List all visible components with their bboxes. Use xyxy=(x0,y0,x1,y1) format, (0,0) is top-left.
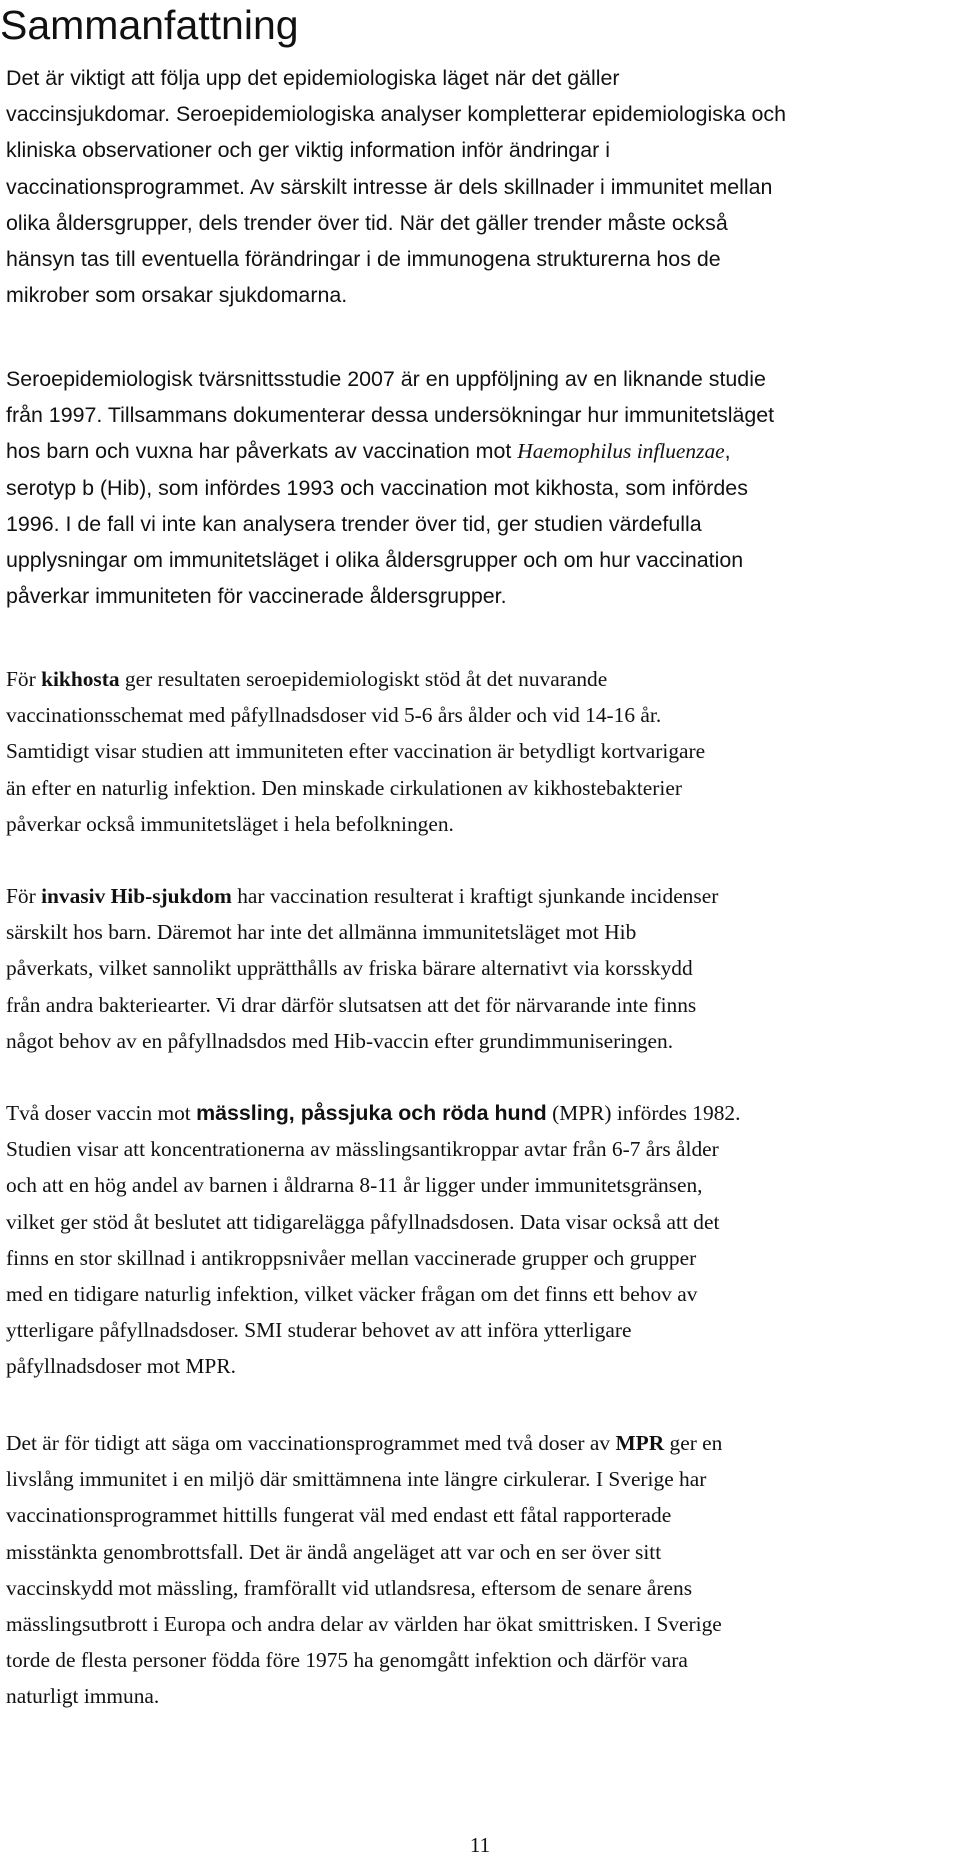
text-line: finns en stor skillnad i antikroppsnivåer mellan vaccinerade grupper och grupper xyxy=(6,1245,697,1270)
text-line: upplysningar om immunitetsläget i olika åldersgrupper och om hur vaccination xyxy=(6,548,744,573)
paragraph-conclusion xyxy=(6,1425,956,1715)
text-line: kliniska observationer och ger viktig information inför ändringar i xyxy=(6,138,610,163)
emphasis-haemophilus: Haemophilus influenzae xyxy=(517,439,725,464)
text-line: För kikhosta ger resultaten seroepidemiologiskt stöd åt det nuvarande xyxy=(6,667,608,691)
text-line: hos barn och vuxna har påverkats av vaccination mot Haemophilus influenzae, xyxy=(6,439,731,464)
text-line: För invasiv Hib-sjukdom har vaccination resulterat i kraftigt sjunkande incidenser xyxy=(6,884,719,908)
text-line: mässlingsutbrott i Europa och andra delar av världen har ökat smittrisken. I Sverige xyxy=(6,1612,722,1637)
text-line: 1996. I de fall vi inte kan analysera trender över tid, ger studien värdefulla xyxy=(6,511,702,536)
text-line: ytterligare påfyllnadsdoser. SMI studerar behovet av att införa ytterligare xyxy=(6,1318,632,1343)
text-line: Det är för tidigt att säga om vaccinationsprogrammet med två doser av MPR ger en xyxy=(6,1431,723,1455)
text-line: Studien visar att koncentrationerna av mässlingsantikroppar avtar från 6-7 års ålder xyxy=(6,1137,719,1162)
text-line: vaccinationsprogrammet hittills fungerat väl med endast ett fåtal rapporterade xyxy=(6,1503,672,1528)
text-line: torde de flesta personer födda före 1975 ha genomgått infektion och därför vara xyxy=(6,1648,688,1673)
page-title: Sammanfattning xyxy=(0,2,299,48)
text-line: från andra bakteriearter. Vi drar därför slutsatsen att det för närvarande inte finns xyxy=(6,992,697,1017)
text-line: med en tidigare naturlig infektion, vilket väcker frågan om det finns ett behov av xyxy=(6,1282,698,1307)
emphasis-mpr: MPR xyxy=(615,1431,665,1455)
text-line: än efter en naturlig infektion. Den minskade cirkulationen av kikhostebakterier xyxy=(6,775,682,800)
paragraph-hib xyxy=(6,878,956,1059)
text-line: Samtidigt visar studien att immuniteten efter vaccination är betydligt kortvarigare xyxy=(6,739,706,764)
text-line: vaccinsjukdomar. Seroepidemiologiska analyser kompletterar epidemiologiska och xyxy=(6,102,786,127)
text-line: livslång immunitet i en miljö där smittämnena inte längre cirkulerar. I Sverige har xyxy=(6,1467,707,1492)
paragraph-kikhosta xyxy=(6,661,956,842)
paragraph-mpr xyxy=(6,1095,956,1385)
text-line: Det är viktigt att följa upp det epidemiologiska läget när det gäller xyxy=(6,66,620,90)
paragraph-intro xyxy=(6,60,956,313)
text-line: naturligt immuna. xyxy=(6,1684,160,1709)
text-line: påverkats, vilket sannolikt upprätthålls av friska bärare alternativt via korsskydd xyxy=(6,956,693,981)
text-line: något behov av en påfyllnadsdos med Hib-vaccin efter grundimmuniseringen. xyxy=(6,1028,674,1053)
text-line: påverkar immuniteten för vaccinerade åldersgrupper. xyxy=(6,584,507,609)
text-line: vilket ger stöd åt beslutet att tidigarelägga påfyllnadsdosen. Data visar också att det xyxy=(6,1209,720,1234)
text-line: vaccinationsschemat med påfyllnadsdoser vid 5-6 års ålder och vid 14-16 år. xyxy=(6,703,662,728)
text-line: från 1997. Tillsammans dokumenterar dessa undersökningar hur immunitetsläget xyxy=(6,403,775,428)
text-line: vaccinskydd mot mässling, framförallt vid utlandsresa, eftersom de senare årens xyxy=(6,1575,693,1600)
emphasis-hib: invasiv Hib-sjukdom xyxy=(41,884,232,908)
emphasis-kikhosta: kikhosta xyxy=(41,667,120,691)
text-line: påverkar också immunitetsläget i hela befolkningen. xyxy=(6,811,454,836)
text-line: och att en hög andel av barnen i åldrarna 8-11 år ligger under immunitetsgränsen, xyxy=(6,1173,703,1198)
emphasis-mpr-diseases: mässling, påssjuka och röda hund xyxy=(196,1101,547,1125)
text-line: olika åldersgrupper, dels trender över tid. När det gäller trender måste också xyxy=(6,210,728,235)
text-line: Två doser vaccin mot mässling, påssjuka och röda hund (MPR) infördes 1982. xyxy=(6,1101,741,1125)
text-line: mikrober som orsakar sjukdomarna. xyxy=(6,283,348,308)
text-line: påfyllnadsdoser mot MPR. xyxy=(6,1354,236,1379)
text-line: hänsyn tas till eventuella förändringar i de immunogena strukturerna hos de xyxy=(6,247,721,272)
text-line: särskilt hos barn. Däremot har inte det allmänna immunitetsläget mot Hib xyxy=(6,920,637,945)
page-number: 11 xyxy=(469,1833,491,1857)
text-line: vaccinationsprogrammet. Av särskilt intresse är dels skillnader i immunitet mellan xyxy=(6,174,773,199)
paragraph-study xyxy=(6,361,956,614)
text-line: misstänkta genombrottsfall. Det är ändå angeläget att var och en ser över sitt xyxy=(6,1539,662,1564)
text-line: Seroepidemiologisk tvärsnittsstudie 2007 är en uppföljning av en liknande studie xyxy=(6,367,766,391)
text-line: serotyp b (Hib), som infördes 1993 och vaccination mot kikhosta, som infördes xyxy=(6,475,748,500)
